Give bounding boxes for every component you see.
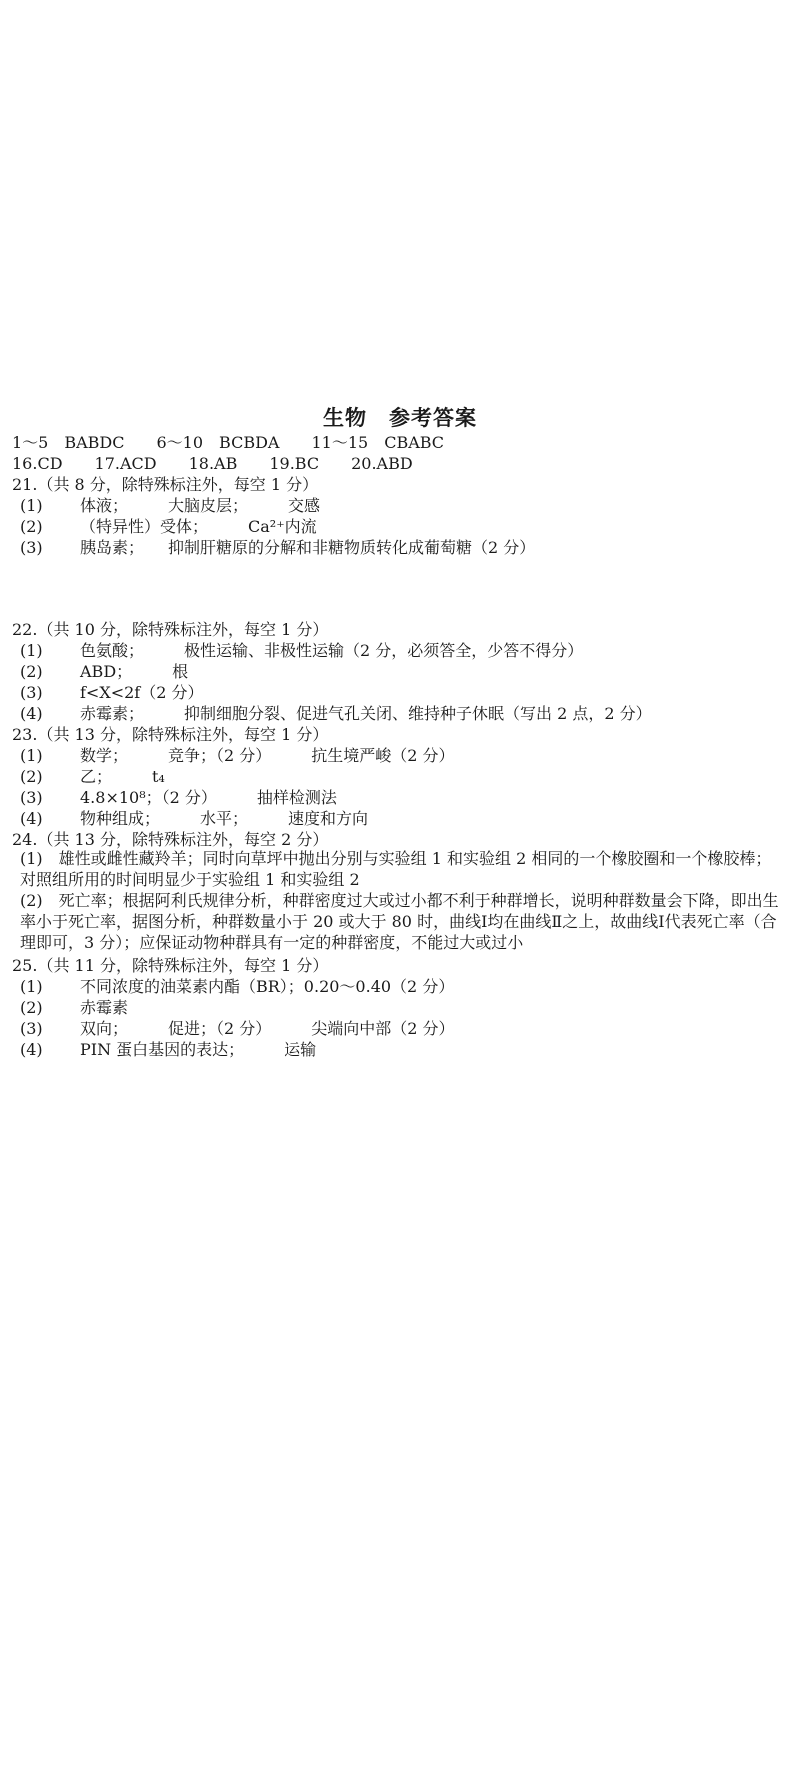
q21-answer-2-number: (2)	[20, 517, 43, 536]
q24-answer-2: (2) 死亡率；根据阿利氏规律分析，种群密度过大或过小都不利于种群增长，说明种群数量会下降，即出生率小于死亡率，据图分析，种群数量小于 20 或大于 80 时，曲线Ⅰ均在曲线Ⅱ之上，故曲线Ⅰ代表死亡率（合理即可，3 分）；应保证动物种群具有一定的种群密度，不能过大或过小	[20, 891, 779, 952]
q23-answer-2-text: 乙； t₄	[80, 767, 165, 786]
q21-answer-1	[20, 493, 320, 516]
q21-answer-3	[20, 535, 535, 558]
q22-answer-3-number: (3)	[20, 683, 43, 702]
q23-answer-3-text: 4.8×10⁸；（2 分） 抽样检测法	[80, 788, 337, 807]
q21-heading: 21.（共 8 分，除特殊标注外，每空 1 分）	[12, 475, 319, 494]
q21-answer-2	[20, 514, 317, 537]
q25-heading: 25.（共 11 分，除特殊标注外，每空 1 分）	[12, 956, 329, 975]
q22-answer-1-number: (1)	[20, 641, 43, 660]
q25-answer-3-text: 双向； 促进；（2 分） 尖端向中部（2 分）	[80, 1019, 455, 1038]
mc-answers-line-1: 1～5 BABDC 6～10 BCBDA 11～15 CBABC	[12, 433, 445, 452]
q23-heading: 23.（共 13 分，除特殊标注外，每空 1 分）	[12, 725, 329, 744]
q21-answer-2-text: （特异性）受体； Ca²⁺内流	[80, 517, 317, 536]
q23-answer-1-text: 数学； 竞争；（2 分） 抗生境严峻（2 分）	[80, 746, 455, 765]
q25-answer-3-number: (3)	[20, 1019, 43, 1038]
q21-answer-3-number: (3)	[20, 538, 43, 557]
q22-answer-2	[20, 659, 188, 682]
q25-answer-3	[20, 1016, 455, 1039]
q25-answer-2-number: (2)	[20, 998, 43, 1017]
q23-answer-1-number: (1)	[20, 746, 43, 765]
q22-heading: 22.（共 10 分，除特殊标注外，每空 1 分）	[12, 620, 329, 639]
q25-answer-1	[20, 974, 454, 997]
q22-answer-1	[20, 638, 583, 661]
q25-answer-2-text: 赤霉素	[80, 998, 129, 1017]
q24-heading: 24.（共 13 分，除特殊标注外，每空 2 分）	[12, 830, 329, 849]
q25-answer-4-number: (4)	[20, 1040, 43, 1059]
q21-answer-1-number: (1)	[20, 496, 43, 515]
q23-answer-2-number: (2)	[20, 767, 43, 786]
q23-answer-1	[20, 743, 455, 766]
q23-answer-2	[20, 764, 165, 787]
q22-answer-4-text: 赤霉素； 抑制细胞分裂、促进气孔关闭、维持种子休眠（写出 2 点，2 分）	[80, 704, 652, 723]
q25-answer-4-text: PIN 蛋白基因的表达； 运输	[80, 1040, 317, 1059]
q22-answer-1-text: 色氨酸； 极性运输、非极性运输（2 分，必须答全，少答不得分）	[80, 641, 584, 660]
q25-answer-2	[20, 995, 128, 1018]
q22-answer-3-text: f<X<2f（2 分）	[80, 683, 204, 702]
q23-answer-3-number: (3)	[20, 788, 43, 807]
q21-answer-3-text: 胰岛素； 抑制肝糖原的分解和非糖物质转化成葡萄糖（2 分）	[80, 538, 536, 557]
q21-answer-1-text: 体液； 大脑皮层； 交感	[80, 496, 321, 515]
q23-answer-4-text: 物种组成； 水平； 速度和方向	[80, 809, 369, 828]
q22-answer-4	[20, 701, 652, 724]
q23-answer-4	[20, 806, 368, 829]
q22-answer-2-number: (2)	[20, 662, 43, 681]
q22-answer-2-text: ABD； 根	[80, 662, 189, 681]
q23-answer-3	[20, 785, 337, 808]
page-title: 生物 参考答案	[323, 406, 477, 430]
q25-answer-1-text: 不同浓度的油菜素内酯（BR）；0.20～0.40（2 分）	[80, 977, 455, 996]
q25-answer-4	[20, 1037, 316, 1060]
q22-answer-4-number: (4)	[20, 704, 43, 723]
mc-answers-line-2: 16.CD 17.ACD 18.AB 19.BC 20.ABD	[12, 454, 413, 473]
q24-answer-1: (1) 雄性或雌性藏羚羊；同时向草坪中抛出分别与实验组 1 和实验组 2 相同的一个橡胶圈和一个橡胶棒；对照组所用的时间明显少于实验组 1 和实验组 2	[20, 849, 772, 889]
q23-answer-4-number: (4)	[20, 809, 43, 828]
q22-answer-3	[20, 680, 204, 703]
q25-answer-1-number: (1)	[20, 977, 43, 996]
